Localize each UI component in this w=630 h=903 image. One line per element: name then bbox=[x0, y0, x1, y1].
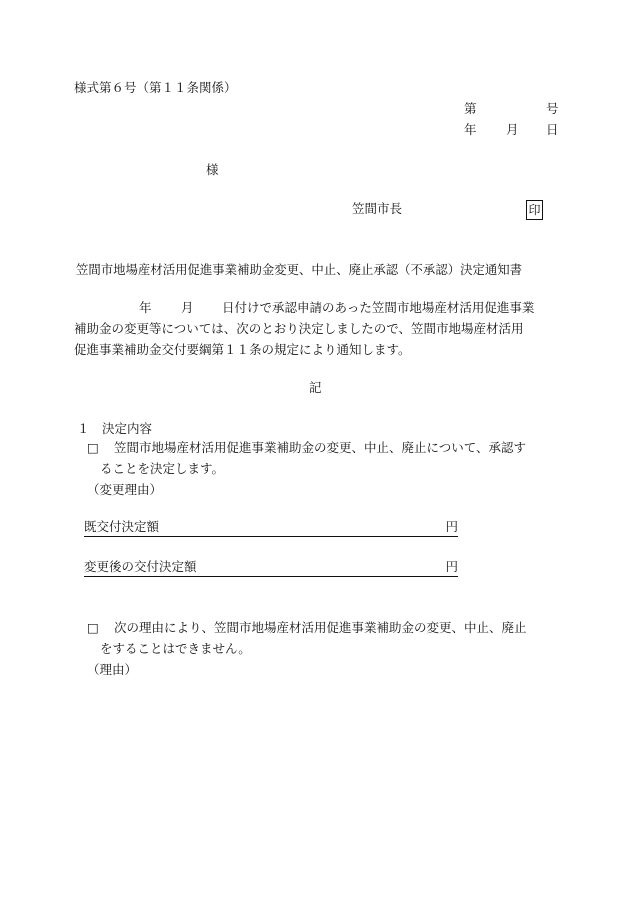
section-heading: １ 決定内容 bbox=[77, 421, 153, 436]
revised-amount-unit: 円 bbox=[445, 559, 458, 574]
body-date-month: 月 bbox=[181, 300, 194, 315]
date-year-label: 年 bbox=[464, 122, 477, 137]
revised-amount-line bbox=[84, 561, 458, 577]
seal-box bbox=[526, 200, 543, 220]
date-day-label: 日 bbox=[546, 122, 559, 137]
deny-reason-label: （理由） bbox=[87, 662, 138, 677]
approve-line-1: 笠間市地場産材活用促進事業補助金の変更、中止、廃止について、承認す bbox=[114, 440, 527, 455]
body-date-year: 年 bbox=[139, 300, 152, 315]
sender-name: 笠間市長 bbox=[352, 201, 403, 216]
doc-number-suffix: 号 bbox=[546, 101, 559, 116]
deny-line-1: 次の理由により、笠間市地場産材活用促進事業補助金の変更、中止、廃止 bbox=[114, 620, 527, 635]
date-month-label: 月 bbox=[506, 122, 519, 137]
existing-amount-label: 既交付決定額 bbox=[84, 519, 160, 534]
deny-line-2: をすることはできません。 bbox=[100, 641, 251, 656]
approve-checkbox[interactable]: □ bbox=[87, 440, 99, 455]
document-title: 笠間市地場産材活用促進事業補助金変更、中止、廃止承認（不承認）決定通知書 bbox=[76, 262, 523, 277]
addressee-honorific: 様 bbox=[206, 162, 219, 177]
seal-label: 印 bbox=[528, 203, 541, 217]
doc-number-prefix: 第 bbox=[464, 101, 477, 116]
existing-amount-line bbox=[84, 521, 458, 537]
change-reason-label: （変更理由） bbox=[87, 482, 163, 497]
revised-amount-label: 変更後の交付決定額 bbox=[84, 559, 197, 574]
ki-heading: 記 bbox=[309, 380, 322, 395]
body-line-1: 日付けで承認申請のあった笠間市地場産材活用促進事業 bbox=[222, 300, 535, 315]
deny-checkbox[interactable]: □ bbox=[87, 620, 99, 635]
approve-line-2: ることを決定します。 bbox=[100, 461, 225, 476]
body-line-3: 促進事業補助金交付要綱第１１条の規定により通知します。 bbox=[74, 342, 411, 357]
form-number: 様式第６号（第１１条関係） bbox=[74, 80, 237, 95]
existing-amount-unit: 円 bbox=[445, 519, 458, 534]
body-line-2: 補助金の変更等については、次のとおり決定しましたので、笠間市地場産材活用 bbox=[74, 321, 524, 336]
